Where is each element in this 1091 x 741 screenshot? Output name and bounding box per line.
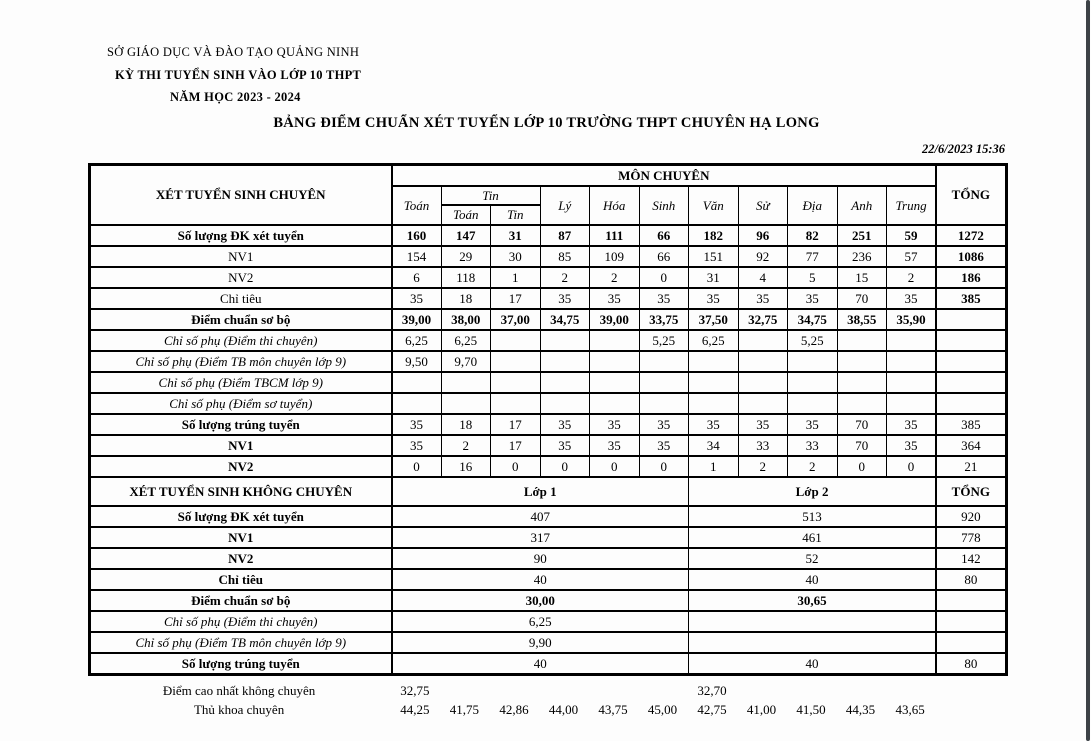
cell: 41,75 (449, 702, 480, 718)
total-cell (936, 590, 1006, 611)
footer-rows (88, 681, 1005, 720)
row-label: Chỉ tiêu (90, 288, 392, 309)
cell: 0 (491, 456, 541, 477)
total-cell: 186 (936, 267, 1006, 288)
cell: 1 (689, 456, 739, 477)
total-cell: 80 (936, 653, 1006, 675)
cell: 44,35 (845, 702, 876, 718)
cell: 35 (392, 414, 442, 435)
table-row (90, 393, 1007, 414)
table-row (90, 477, 1007, 506)
col-header-lop1: Lớp 1 (392, 477, 689, 506)
cell: 30,65 (689, 590, 937, 611)
department-line: SỞ GIÁO DỤC VÀ ĐÀO TẠO QUẢNG NINH (107, 45, 360, 59)
row-label: NV2 (90, 267, 392, 288)
cell: 9,90 (392, 632, 689, 653)
total-cell: 385 (936, 288, 1006, 309)
table-row (90, 414, 1007, 435)
cell (689, 611, 937, 632)
school-year-line: NĂM HỌC 2023 - 2024 (170, 90, 301, 104)
cell: 6,25 (392, 611, 689, 632)
scrollbar[interactable] (1086, 0, 1090, 741)
total-cell (936, 393, 1006, 414)
cell: 39,00 (590, 309, 640, 330)
cell (788, 393, 838, 414)
cell: 44,25 (400, 702, 430, 718)
cell: 41,00 (746, 702, 777, 718)
cell: 35 (639, 414, 689, 435)
cell (489, 681, 539, 701)
cell (885, 681, 935, 701)
cell: 82 (788, 225, 838, 246)
cell: 1 (491, 267, 541, 288)
cell: 35 (788, 288, 838, 309)
cell: 70 (837, 435, 887, 456)
cell: 29 (441, 246, 491, 267)
cell: 9,70 (441, 351, 491, 372)
cell: 35 (590, 288, 640, 309)
cell: 66 (639, 246, 689, 267)
table-row (90, 330, 1007, 351)
cell: 66 (639, 225, 689, 246)
cell: 118 (441, 267, 491, 288)
cell: 35 (887, 288, 937, 309)
cell (588, 681, 638, 701)
table-row (88, 681, 1005, 701)
section-chuyen-label: XÉT TUYỂN SINH CHUYÊN (90, 165, 392, 226)
table-row (90, 632, 1007, 653)
cell: 17 (491, 288, 541, 309)
tong-header-2: TỔNG (936, 477, 1006, 506)
cell: 92 (738, 246, 788, 267)
cell: 31 (491, 225, 541, 246)
cell: 407 (392, 506, 689, 527)
cell (540, 330, 590, 351)
cell: 9,50 (392, 351, 442, 372)
cell (837, 330, 887, 351)
col-header-toan: Toán (392, 186, 442, 225)
cell: 2 (540, 267, 590, 288)
cell: 35 (689, 414, 739, 435)
timestamp: 22/6/2023 15:36 (922, 142, 1005, 156)
cell: 34,75 (788, 309, 838, 330)
cell: 15 (837, 267, 887, 288)
cell: 32,70 (697, 682, 727, 698)
cell: 34 (689, 435, 739, 456)
row-label: Chỉ số phụ (Điểm TB môn chuyên lớp 9) (90, 351, 392, 372)
cell: 33,75 (639, 309, 689, 330)
cell: 96 (738, 225, 788, 246)
table-row (88, 701, 1005, 721)
total-cell (936, 309, 1006, 330)
row-label: Điểm chuẩn sơ bộ (90, 590, 392, 611)
cell: 35 (540, 414, 590, 435)
total-cell (936, 330, 1006, 351)
cell (738, 393, 788, 414)
row-label: NV1 (90, 435, 392, 456)
cell (590, 330, 640, 351)
total-cell: 142 (936, 548, 1006, 569)
cell (539, 681, 589, 701)
col-header-anh: Anh (837, 186, 887, 225)
header-row-group (90, 165, 1007, 187)
cell: 18 (441, 288, 491, 309)
row-label: Điểm chuẩn sơ bộ (90, 309, 392, 330)
col-header-tin-tin: Tin (491, 205, 541, 225)
cell: 32,75 (738, 309, 788, 330)
cell: 6,25 (689, 330, 739, 351)
cell (638, 681, 688, 701)
cell: 111 (590, 225, 640, 246)
cell: 461 (689, 527, 937, 548)
cell: 35 (590, 435, 640, 456)
cell (837, 351, 887, 372)
cell: 44,00 (548, 702, 579, 718)
cell (887, 330, 937, 351)
cell: 42,86 (499, 702, 529, 718)
total-cell (936, 351, 1006, 372)
cell: 39,00 (392, 309, 442, 330)
cell: 59 (887, 225, 937, 246)
table-row (90, 456, 1007, 477)
cell (689, 351, 739, 372)
cell: 160 (392, 225, 442, 246)
cell: 38,00 (441, 309, 491, 330)
cell: 70 (837, 288, 887, 309)
cell: 33 (788, 435, 838, 456)
chuyen-section-body (90, 225, 1007, 477)
cell: 236 (837, 246, 887, 267)
cell: 2 (738, 456, 788, 477)
cell: 90 (392, 548, 689, 569)
cell: 4 (738, 267, 788, 288)
cell: 35,90 (887, 309, 937, 330)
cell (689, 372, 739, 393)
table-row (90, 548, 1007, 569)
col-header-ly: Lý (540, 186, 590, 225)
row-label: Số lượng trúng tuyển (90, 653, 392, 675)
row-label: NV1 (90, 246, 392, 267)
table-row (90, 351, 1007, 372)
cell: 37,00 (491, 309, 541, 330)
total-cell (936, 611, 1006, 632)
cell: 85 (540, 246, 590, 267)
cell: 317 (392, 527, 689, 548)
cell: 0 (540, 456, 590, 477)
total-cell: 385 (936, 414, 1006, 435)
cell (590, 351, 640, 372)
cell (689, 393, 739, 414)
cell: 40 (689, 569, 937, 590)
total-cell: 778 (936, 527, 1006, 548)
cell: 40 (392, 569, 689, 590)
row-label: Chỉ số phụ (Điểm thi chuyên) (90, 330, 392, 351)
cell (491, 393, 541, 414)
col-header-tin-group: Tin (441, 186, 540, 205)
cell: 35 (590, 414, 640, 435)
row-label: Chỉ số phụ (Điểm TB môn chuyên lớp 9) (90, 632, 392, 653)
cell: 109 (590, 246, 640, 267)
cell: 40 (689, 653, 937, 675)
col-header-dia: Địa (788, 186, 838, 225)
table-row (90, 527, 1007, 548)
cell: 30 (491, 246, 541, 267)
cell (887, 372, 937, 393)
cell: 251 (837, 225, 887, 246)
cell: 35 (392, 288, 442, 309)
row-label: Chỉ tiêu (90, 569, 392, 590)
cell: 6 (392, 267, 442, 288)
cell: 17 (491, 414, 541, 435)
cell: 42,75 (697, 702, 727, 718)
cell: 45,00 (647, 702, 678, 718)
cell: 37,50 (689, 309, 739, 330)
cell: 0 (837, 456, 887, 477)
cell: 18 (441, 414, 491, 435)
table-row (90, 225, 1007, 246)
cell (836, 681, 886, 701)
cell (590, 372, 640, 393)
total-cell (936, 632, 1006, 653)
row-label: Số lượng ĐK xét tuyển (90, 506, 392, 527)
khong-chuyen-section-header (90, 477, 1007, 506)
total-cell: 920 (936, 506, 1006, 527)
cell: 32,75 (400, 682, 430, 698)
cell: 0 (590, 456, 640, 477)
cell (837, 393, 887, 414)
cell: 16 (441, 456, 491, 477)
cell (689, 632, 937, 653)
col-header-lop2: Lớp 2 (689, 477, 937, 506)
cell (639, 372, 689, 393)
cell: 35 (639, 288, 689, 309)
total-cell: 1086 (936, 246, 1006, 267)
cell: 35 (540, 435, 590, 456)
cell (440, 681, 490, 701)
cell (491, 351, 541, 372)
cell: 0 (887, 456, 937, 477)
score-table (88, 163, 1008, 676)
table-row (90, 372, 1007, 393)
footer-notes-table (88, 681, 1005, 720)
cell (441, 393, 491, 414)
col-header-sinh: Sinh (639, 186, 689, 225)
cell: 35 (540, 288, 590, 309)
cell: 0 (639, 267, 689, 288)
cell: 151 (689, 246, 739, 267)
cell (441, 372, 491, 393)
cell (540, 351, 590, 372)
cell (738, 351, 788, 372)
table-row (90, 267, 1007, 288)
cell: 41,50 (796, 702, 826, 718)
cell (887, 393, 937, 414)
cell: 147 (441, 225, 491, 246)
cell (639, 393, 689, 414)
col-header-su: Sử (738, 186, 788, 225)
cell (738, 372, 788, 393)
cell: 5 (788, 267, 838, 288)
cell: 0 (392, 456, 442, 477)
cell (837, 372, 887, 393)
total-cell: 80 (936, 569, 1006, 590)
table-row (90, 590, 1007, 611)
cell: 35 (788, 414, 838, 435)
cell: 31 (689, 267, 739, 288)
row-label: NV1 (90, 527, 392, 548)
table-row (90, 506, 1007, 527)
cell (786, 681, 836, 701)
cell: 34,75 (540, 309, 590, 330)
row-label: NV2 (90, 548, 392, 569)
cell: 35 (738, 414, 788, 435)
col-header-trung: Trung (887, 186, 937, 225)
cell (738, 330, 788, 351)
cell (887, 351, 937, 372)
col-header-van: Văn (689, 186, 739, 225)
cell: 513 (689, 506, 937, 527)
cell: 6,25 (441, 330, 491, 351)
cell: 87 (540, 225, 590, 246)
cell: 52 (689, 548, 937, 569)
khong-chuyen-section-body (90, 506, 1007, 675)
cell: 70 (837, 414, 887, 435)
table-row (90, 309, 1007, 330)
total-cell: 1272 (936, 225, 1006, 246)
cell: 77 (788, 246, 838, 267)
table-row (90, 653, 1007, 675)
cell (540, 393, 590, 414)
cell (491, 330, 541, 351)
cell: 0 (639, 456, 689, 477)
exam-line: KỲ THI TUYỂN SINH VÀO LỚP 10 THPT (115, 68, 362, 82)
total-cell (935, 701, 1005, 721)
cell: 35 (887, 435, 937, 456)
total-cell: 364 (936, 435, 1006, 456)
cell: 35 (392, 435, 442, 456)
cell: 6,25 (392, 330, 442, 351)
cell: 2 (788, 456, 838, 477)
cell: 40 (392, 653, 689, 675)
cell: 38,55 (837, 309, 887, 330)
cell: 35 (738, 288, 788, 309)
row-label: Điểm cao nhất không chuyên (162, 682, 316, 698)
cell (491, 372, 541, 393)
table-row (90, 611, 1007, 632)
table-header (90, 165, 1007, 226)
mon-chuyen-header: MÔN CHUYÊN (392, 165, 937, 187)
total-cell: 21 (936, 456, 1006, 477)
row-label: Chỉ số phụ (Điểm sơ tuyển) (90, 393, 392, 414)
cell (392, 393, 442, 414)
cell: 154 (392, 246, 442, 267)
cell: 57 (887, 246, 937, 267)
cell: 35 (887, 414, 937, 435)
total-cell (936, 372, 1006, 393)
cell: 17 (491, 435, 541, 456)
cell: 43,65 (895, 702, 925, 718)
section-khong-chuyen-label: XÉT TUYỂN SINH KHÔNG CHUYÊN (90, 477, 392, 506)
row-label: Thủ khoa chuyên (193, 702, 285, 718)
cell: 2 (441, 435, 491, 456)
cell (788, 351, 838, 372)
cell (590, 393, 640, 414)
cell (392, 372, 442, 393)
cell: 33 (738, 435, 788, 456)
row-label: Số lượng ĐK xét tuyển (90, 225, 392, 246)
page-title: BẢNG ĐIỂM CHUẨN XÉT TUYỂN LỚP 10 TRƯỜNG THPT CHUYÊN HẠ LONG (273, 115, 820, 131)
cell: 2 (590, 267, 640, 288)
table-row (90, 246, 1007, 267)
cell (639, 351, 689, 372)
col-header-hoa: Hóa (590, 186, 640, 225)
table-row (90, 288, 1007, 309)
total-cell (935, 681, 1005, 701)
cell: 5,25 (639, 330, 689, 351)
cell: 35 (639, 435, 689, 456)
row-label: Chỉ số phụ (Điểm thi chuyên) (90, 611, 392, 632)
cell (788, 372, 838, 393)
cell: 182 (689, 225, 739, 246)
col-header-tin-toan: Toán (441, 205, 491, 225)
cell: 2 (887, 267, 937, 288)
table-row (90, 569, 1007, 590)
cell: 35 (689, 288, 739, 309)
row-label: NV2 (90, 456, 392, 477)
cell: 43,75 (598, 702, 628, 718)
cell: 5,25 (788, 330, 838, 351)
cell (540, 372, 590, 393)
cell (737, 681, 787, 701)
row-label: Số lượng trúng tuyển (90, 414, 392, 435)
row-label: Chỉ số phụ (Điểm TBCM lớp 9) (90, 372, 392, 393)
cell: 30,00 (392, 590, 689, 611)
table-row (90, 435, 1007, 456)
tong-header: TỔNG (936, 165, 1006, 226)
